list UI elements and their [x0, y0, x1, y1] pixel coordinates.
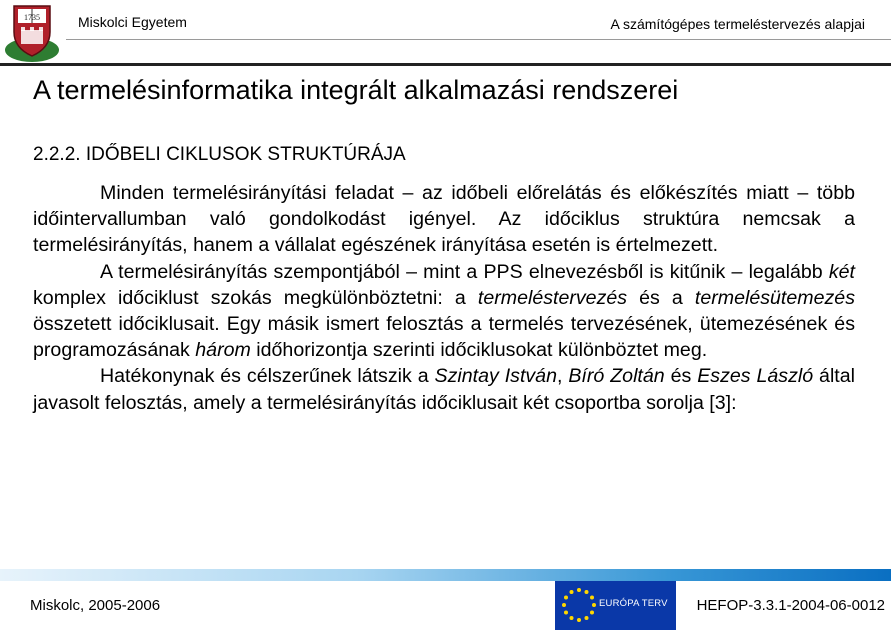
title-divider [0, 63, 891, 66]
footer-location-years: Miskolc, 2005-2006 [30, 597, 161, 614]
paragraph-1 [33, 180, 855, 259]
header-divider [66, 39, 891, 40]
text-run: Minden termelésirányítási feladat – az időbeli előrelátás és előkészítés miatt – több időintervallumban való gondolkodást igényel. Az időciklus struktúra nemcsak a termelésirányítás, hanem a vállalat egészének irányítása esetén is értelmezett. [33, 182, 855, 257]
text-run-italic: termelésütemezés [694, 286, 855, 309]
eu-logo-label: EURÓPA TERV [599, 598, 668, 609]
text-run: összetett időciklusait. Egy másik ismert felosztás a termelés tervezésének, ütemezésének és programozásának [33, 313, 855, 362]
text-run: időhorizontja szerinti időciklusokat különböztet meg. [250, 339, 708, 362]
body-text [33, 180, 855, 416]
crest-icon [4, 2, 60, 64]
text-run: Hatékonynak és célszerűnek látszik a [100, 365, 435, 388]
header-institution: Miskolci Egyetem [78, 14, 187, 30]
page-title: A termelésinformatika integrált alkalmazási rendszerei [33, 75, 679, 105]
crest-year: 1735 [24, 13, 40, 22]
text-run: és a [627, 286, 695, 309]
text-run: , [556, 365, 569, 388]
text-run-italic: Bíró Zoltán [568, 365, 665, 388]
text-run-italic: három [195, 339, 251, 362]
section-heading: 2.2.2. IDŐBELI CIKLUSOK STRUKTÚRÁJA [33, 144, 406, 165]
text-run: által javasolt felosztás, amely a termelésirányítás időciklusait két csoportba sorolja [3]: [33, 365, 855, 414]
text-run: komplex időciklust szokás megkülönböztetni: a [33, 286, 478, 309]
text-run-italic: Szintay István [434, 365, 557, 388]
footer-gradient-bar [0, 569, 891, 581]
eu-stars-icon [559, 585, 599, 625]
paragraph-3 [33, 363, 855, 415]
text-run-italic: termeléstervezés [477, 286, 628, 309]
footer-project-code: HEFOP-3.3.1-2004-06-0012 [696, 597, 885, 614]
paragraph-2 [33, 259, 855, 364]
text-run-italic: Eszes László [697, 365, 814, 388]
eu-europa-terv-logo [555, 581, 676, 630]
university-crest-logo [4, 2, 60, 64]
text-run-italic: két [828, 260, 855, 283]
text-run: és [664, 365, 698, 388]
text-run: A termelésirányítás szempontjából – mint a PPS elnevezésből is kitűnik – legalább [100, 260, 829, 283]
crest-castle [21, 30, 43, 44]
header-course-title: A számítógépes termeléstervezés alapjai [610, 16, 865, 32]
